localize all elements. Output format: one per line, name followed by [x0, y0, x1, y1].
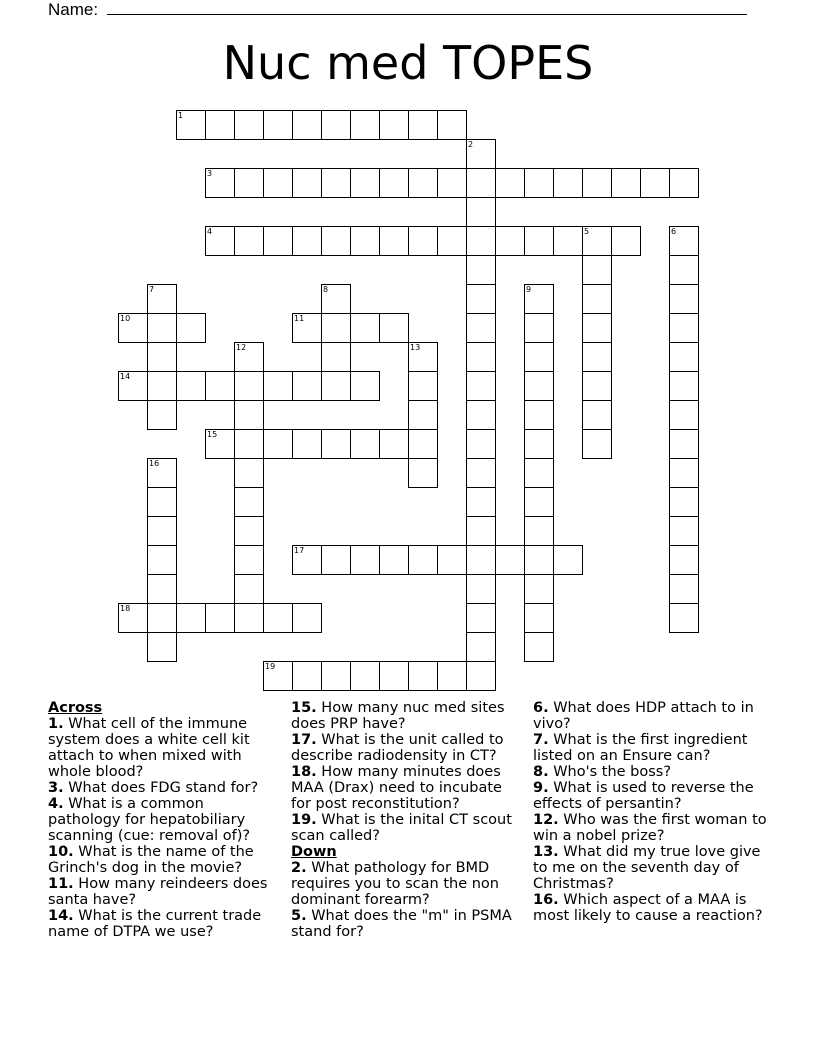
grid-cell: [234, 487, 264, 517]
grid-cell: [292, 110, 322, 140]
grid-cell: [408, 226, 438, 256]
clue-number: 19: [265, 662, 276, 671]
grid-cell: [234, 516, 264, 546]
grid-cell: [321, 545, 351, 575]
grid-cell: [321, 342, 351, 372]
grid-cell: [321, 429, 351, 459]
grid-cell: [669, 342, 699, 372]
grid-cell: [263, 429, 293, 459]
grid-cell: [147, 516, 177, 546]
grid-cell: [524, 226, 554, 256]
grid-cell: [147, 342, 177, 372]
grid-cell: [466, 197, 496, 227]
grid-cell: [553, 168, 583, 198]
grid-cell: [350, 429, 380, 459]
grid-cell: [379, 429, 409, 459]
clue-number: 12: [236, 343, 247, 352]
grid-cell: [669, 168, 699, 198]
grid-cell: [234, 110, 264, 140]
grid-cell: [524, 574, 554, 604]
grid-cell: [118, 313, 148, 343]
grid-cell: [321, 313, 351, 343]
grid-cell: [379, 168, 409, 198]
clue-number: 1: [178, 111, 184, 120]
clue-number: 14: [120, 372, 131, 381]
grid-cell: [669, 458, 699, 488]
grid-cell: [321, 661, 351, 691]
grid-cell: [350, 226, 380, 256]
grid-cell: [582, 342, 612, 372]
clue-down-8: 8. Who's the boss?: [533, 764, 672, 780]
clue-across-17: 17. What is the unit called to describe radiodensity in CT?: [291, 732, 504, 764]
grid-cell: [234, 226, 264, 256]
grid-cell: [408, 661, 438, 691]
grid-cell: [669, 574, 699, 604]
grid-cell: [321, 168, 351, 198]
grid-cell: [466, 632, 496, 662]
grid-cell: [176, 313, 206, 343]
grid-cell: [582, 284, 612, 314]
grid-cell: [524, 603, 554, 633]
grid-cell: [379, 545, 409, 575]
grid-cell: [292, 545, 322, 575]
grid-cell: [263, 226, 293, 256]
grid-cell: [205, 168, 235, 198]
grid-cell: [582, 168, 612, 198]
name-label: Name:: [48, 0, 103, 19]
clue-across-15: 15. How many nuc med sites does PRP have?: [291, 700, 505, 732]
grid-cell: [205, 603, 235, 633]
grid-cell: [147, 458, 177, 488]
grid-cell: [437, 226, 467, 256]
clue-number: 6: [671, 227, 677, 236]
grid-cell: [147, 371, 177, 401]
grid-cell: [263, 371, 293, 401]
grid-cell: [205, 226, 235, 256]
grid-cell: [466, 139, 496, 169]
grid-cell: [147, 284, 177, 314]
grid-cell: [379, 661, 409, 691]
clue-across-11: 11. How many reindeers does santa have?: [48, 876, 268, 908]
grid-cell: [147, 545, 177, 575]
clue-number: 8: [323, 285, 329, 294]
grid-cell: [147, 487, 177, 517]
clue-number: 15: [207, 430, 218, 439]
clues-column-2: [291, 700, 523, 940]
grid-cell: [147, 603, 177, 633]
grid-cell: [466, 516, 496, 546]
grid-cell: [408, 110, 438, 140]
grid-cell: [408, 168, 438, 198]
grid-cell: [118, 371, 148, 401]
down-heading: Down: [291, 844, 337, 860]
grid-cell: [147, 400, 177, 430]
grid-cell: [263, 110, 293, 140]
grid-cell: [205, 110, 235, 140]
grid-cell: [466, 255, 496, 285]
grid-cell: [379, 110, 409, 140]
grid-cell: [408, 371, 438, 401]
clue-number: 11: [294, 314, 305, 323]
grid-cell: [553, 545, 583, 575]
grid-cell: [669, 255, 699, 285]
grid-cell: [205, 429, 235, 459]
grid-cell: [205, 371, 235, 401]
clue-number: 3: [207, 169, 213, 178]
grid-cell: [147, 313, 177, 343]
grid-cell: [611, 226, 641, 256]
grid-cell: [669, 313, 699, 343]
grid-cell: [466, 603, 496, 633]
grid-cell: [321, 226, 351, 256]
clue-down-9: 9. What is used to reverse the effects of persantin?: [533, 780, 754, 812]
grid-cell: [292, 313, 322, 343]
grid-cell: [350, 110, 380, 140]
clue-across-19: 19. What is the inital CT scout scan called?: [291, 812, 512, 844]
clue-across-14: 14. What is the current trade name of DTPA we use?: [48, 908, 262, 940]
grid-cell: [611, 168, 641, 198]
grid-cell: [466, 342, 496, 372]
clue-across-1: 1. What cell of the immune system does a white cell kit attach to when mixed with whole blood?: [48, 716, 250, 780]
grid-cell: [234, 603, 264, 633]
grid-cell: [321, 284, 351, 314]
grid-cell: [379, 226, 409, 256]
grid-cell: [582, 226, 612, 256]
grid-cell: [437, 168, 467, 198]
grid-cell: [292, 168, 322, 198]
clue-number: 7: [149, 285, 155, 294]
clues-column-1: [48, 700, 278, 940]
grid-cell: [524, 168, 554, 198]
grid-cell: [466, 487, 496, 517]
grid-cell: [408, 458, 438, 488]
grid-cell: [147, 574, 177, 604]
grid-cell: [669, 429, 699, 459]
grid-cell: [263, 661, 293, 691]
grid-cell: [466, 284, 496, 314]
grid-cell: [669, 284, 699, 314]
grid-cell: [234, 400, 264, 430]
grid-cell: [466, 168, 496, 198]
grid-cell: [147, 632, 177, 662]
grid-cell: [437, 110, 467, 140]
grid-cell: [118, 603, 148, 633]
grid-cell: [292, 226, 322, 256]
grid-cell: [582, 371, 612, 401]
clue-number: 18: [120, 604, 131, 613]
clues-column-3: [533, 700, 773, 924]
clue-number: 9: [526, 285, 532, 294]
clue-down-6: 6. What does HDP attach to in vivo?: [533, 700, 754, 732]
grid-cell: [408, 342, 438, 372]
grid-cell: [321, 110, 351, 140]
grid-cell: [234, 429, 264, 459]
grid-cell: [466, 371, 496, 401]
grid-cell: [263, 603, 293, 633]
grid-cell: [524, 632, 554, 662]
grid-cell: [234, 168, 264, 198]
grid-cell: [524, 516, 554, 546]
grid-cell: [466, 458, 496, 488]
clue-down-7: 7. What is the first ingredient listed on an Ensure can?: [533, 732, 748, 764]
clue-number: 10: [120, 314, 131, 323]
clue-number: 16: [149, 459, 160, 468]
page-title: Nuc med TOPES: [222, 36, 594, 90]
clue-across-18: 18. How many minutes does MAA (Drax) need to incubate for post reconstitution?: [291, 764, 502, 812]
clue-number: 17: [294, 546, 305, 555]
grid-cell: [582, 255, 612, 285]
clue-number: 5: [584, 227, 590, 236]
clue-number: 2: [468, 140, 474, 149]
grid-cell: [408, 400, 438, 430]
grid-cell: [582, 400, 612, 430]
grid-cell: [176, 371, 206, 401]
grid-cell: [553, 226, 583, 256]
grid-cell: [292, 661, 322, 691]
clue-across-4: 4. What is a common pathology for hepatobiliary scanning (cue: removal of)?: [48, 796, 251, 844]
grid-cell: [669, 603, 699, 633]
grid-cell: [408, 545, 438, 575]
grid-cell: [350, 313, 380, 343]
grid-cell: [321, 371, 351, 401]
clue-down-2: 2. What pathology for BMD requires you to scan the non dominant forearm?: [291, 860, 499, 908]
grid-cell: [669, 487, 699, 517]
clue-down-16: 16. Which aspect of a MAA is most likely to cause a reaction?: [533, 892, 763, 924]
grid-cell: [466, 545, 496, 575]
grid-cell: [582, 313, 612, 343]
grid-cell: [437, 545, 467, 575]
grid-cell: [582, 429, 612, 459]
grid-cell: [466, 429, 496, 459]
grid-cell: [524, 284, 554, 314]
grid-cell: [524, 545, 554, 575]
grid-cell: [292, 429, 322, 459]
grid-cell: [495, 168, 525, 198]
grid-cell: [669, 545, 699, 575]
grid-cell: [524, 487, 554, 517]
clue-down-13: 13. What did my true love give to me on the seventh day of Christmas?: [533, 844, 761, 892]
grid-cell: [669, 400, 699, 430]
grid-cell: [524, 458, 554, 488]
grid-cell: [408, 429, 438, 459]
grid-cell: [350, 371, 380, 401]
clue-down-12: 12. Who was the first woman to win a nobel prize?: [533, 812, 767, 844]
grid-cell: [234, 342, 264, 372]
grid-cell: [234, 458, 264, 488]
grid-cell: [495, 226, 525, 256]
grid-cell: [437, 661, 467, 691]
clue-number: 13: [410, 343, 421, 352]
clue-across-10: 10. What is the name of the Grinch's dog in the movie?: [48, 844, 254, 876]
grid-cell: [669, 516, 699, 546]
clue-down-5: 5. What does the "m" in PSMA stand for?: [291, 908, 512, 940]
grid-cell: [669, 371, 699, 401]
grid-cell: [495, 545, 525, 575]
grid-cell: [379, 313, 409, 343]
grid-cell: [263, 168, 293, 198]
grid-cell: [524, 313, 554, 343]
grid-cell: [176, 110, 206, 140]
grid-cell: [350, 168, 380, 198]
clue-number: 4: [207, 227, 213, 236]
grid-cell: [292, 603, 322, 633]
grid-cell: [234, 371, 264, 401]
grid-cell: [292, 371, 322, 401]
grid-cell: [234, 545, 264, 575]
grid-cell: [524, 429, 554, 459]
across-heading: Across: [48, 700, 103, 716]
grid-cell: [466, 661, 496, 691]
grid-cell: [466, 400, 496, 430]
clue-across-3: 3. What does FDG stand for?: [48, 780, 259, 796]
grid-cell: [466, 574, 496, 604]
grid-cell: [524, 371, 554, 401]
grid-cell: [466, 313, 496, 343]
grid-cell: [176, 603, 206, 633]
grid-cell: [350, 661, 380, 691]
grid-cell: [350, 545, 380, 575]
grid-cell: [466, 226, 496, 256]
grid-cell: [640, 168, 670, 198]
grid-cell: [234, 574, 264, 604]
grid-cell: [669, 226, 699, 256]
grid-cell: [524, 342, 554, 372]
grid-cell: [524, 400, 554, 430]
